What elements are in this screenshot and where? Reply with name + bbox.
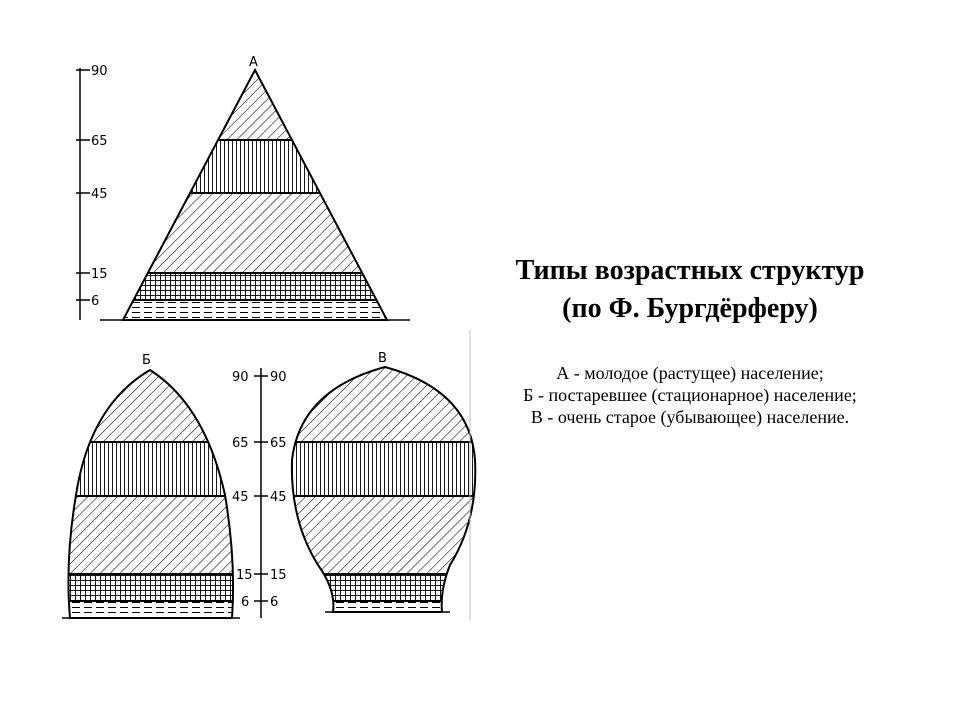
axis-bc-left-tick-15: 15: [236, 568, 253, 583]
axis-bc-left-tick-6: 6: [241, 595, 250, 610]
label-a: А: [249, 55, 258, 70]
legend-item-c: В - очень старое (убывающее) население.: [530, 407, 850, 427]
axis-a-tick-6: 6: [91, 294, 100, 309]
pyramid-a: [100, 55, 410, 320]
axis-a-tick-90: 90: [91, 64, 108, 79]
age-axis-bc: [254, 368, 268, 618]
legend: [470, 362, 910, 428]
axis-bc-right-tick-15: 15: [270, 568, 287, 583]
legend-item-a: А - молодое (растущее) население;: [556, 363, 824, 383]
axis-bc-right-tick-6: 6: [270, 595, 279, 610]
axis-bc-left-tick-65: 65: [232, 436, 249, 451]
axis-a-tick-45: 45: [91, 187, 108, 202]
label-b: Б: [142, 353, 151, 368]
axis-a-tick-65: 65: [91, 134, 108, 149]
label-c: В: [378, 351, 387, 366]
title-line-1: Типы возрастных структур: [515, 255, 865, 286]
age-axis-a: [76, 68, 90, 320]
axis-bc-right-tick-45: 45: [270, 490, 287, 505]
pyramid-c: [285, 351, 485, 612]
page-title: [470, 252, 910, 328]
pyramid-b: [60, 353, 250, 618]
title-line-2: (по Ф. Бургдёрферу): [562, 293, 818, 324]
axis-bc-left-tick-45: 45: [232, 490, 249, 505]
axis-bc-left-tick-90: 90: [232, 370, 249, 385]
axis-bc-right-tick-65: 65: [270, 436, 287, 451]
axis-bc-right-tick-90: 90: [270, 370, 287, 385]
axis-a-tick-15: 15: [91, 267, 108, 282]
legend-item-b: Б - постаревшее (стационарное) население;: [523, 385, 857, 405]
